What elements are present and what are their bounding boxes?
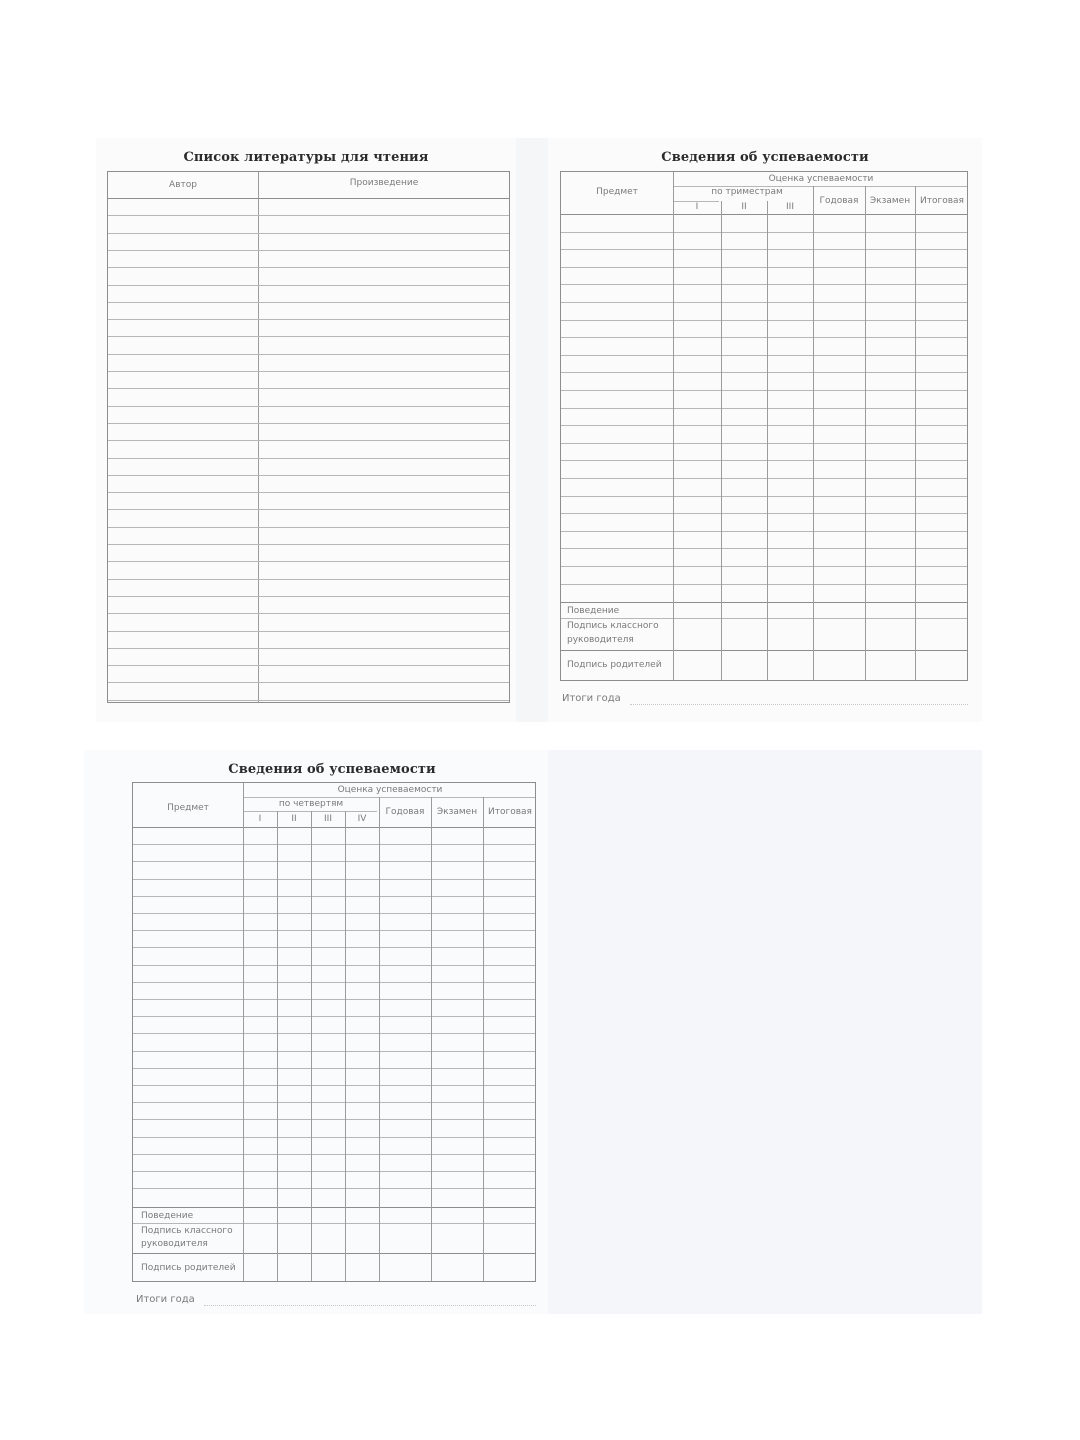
row-line (108, 561, 509, 562)
page-title: Сведения об успеваемости (661, 150, 869, 165)
row-line (561, 460, 967, 461)
row-line (108, 527, 509, 528)
column-header-period: по четвертям (278, 799, 344, 809)
reading-list-table (107, 171, 510, 703)
row-line (133, 947, 535, 948)
column-divider (311, 811, 312, 1281)
row-line (108, 509, 509, 510)
column-header-exam: Экзамен (436, 807, 478, 817)
column-divider (673, 172, 674, 680)
page-title: Список литературы для чтения (183, 150, 429, 165)
row-line (133, 1137, 535, 1138)
row-label-behavior: Поведение (141, 1211, 194, 1221)
row-line (133, 930, 535, 931)
row-line (561, 408, 967, 409)
performance-table (132, 782, 536, 1282)
year-results-line (204, 1305, 536, 1306)
row-line (561, 355, 967, 356)
column-header-grade: Оценка успеваемости (337, 785, 443, 795)
row-label-teacher-signature: Подпись классного (141, 1226, 233, 1236)
row-line (561, 443, 967, 444)
column-divider (813, 186, 814, 680)
row-line (108, 302, 509, 303)
row-line (133, 982, 535, 983)
row-line (108, 388, 509, 389)
row-line (133, 1016, 535, 1017)
page-reading-list (96, 138, 516, 722)
column-divider (277, 811, 278, 1281)
page-performance-trimesters (548, 138, 982, 722)
row-line (108, 579, 509, 580)
row-line (133, 913, 535, 914)
header-divider (243, 811, 377, 812)
row-line (561, 232, 967, 233)
row-line (561, 478, 967, 479)
column-divider (721, 201, 722, 680)
column-header-period-2: II (291, 814, 297, 824)
row-line (108, 285, 509, 286)
column-header-period-4: IV (357, 814, 367, 824)
column-header-exam: Экзамен (869, 196, 911, 206)
column-header-subject: Предмет (596, 187, 638, 197)
row-label-behavior: Поведение (567, 606, 620, 616)
row-line (561, 548, 967, 549)
header-divider (133, 827, 535, 828)
row-line (108, 354, 509, 355)
column-header-grade: Оценка успеваемости (768, 174, 874, 184)
row-line (561, 584, 967, 585)
column-header-period-1: I (258, 814, 262, 824)
row-line (108, 682, 509, 683)
row-line (108, 233, 509, 234)
column-divider (431, 797, 432, 1281)
row-line (561, 425, 967, 426)
row-line (561, 249, 967, 250)
year-results-line (630, 704, 968, 705)
header-divider (561, 214, 967, 215)
row-line (108, 475, 509, 476)
row-line (133, 1188, 535, 1189)
row-line (133, 1102, 535, 1103)
footer-divider (561, 650, 967, 651)
row-line (561, 566, 967, 567)
column-divider (483, 797, 484, 1281)
column-header-year: Годовая (819, 196, 859, 206)
header-divider (108, 198, 509, 199)
row-line (108, 267, 509, 268)
column-header-final: Итоговая (488, 807, 532, 817)
row-line (108, 613, 509, 614)
row-line (133, 999, 535, 1000)
column-header-period-1: I (695, 202, 699, 212)
row-line (133, 1051, 535, 1052)
row-label-parent-signature: Подпись родителей (141, 1263, 236, 1273)
footer-divider (561, 618, 967, 619)
page-title: Сведения об успеваемости (228, 762, 436, 777)
footer-divider (133, 1253, 535, 1254)
row-line (108, 665, 509, 666)
column-divider (345, 811, 346, 1281)
column-divider (865, 186, 866, 680)
year-results-label: Итоги года (136, 1294, 195, 1305)
footer-divider (133, 1207, 535, 1208)
row-line (133, 1085, 535, 1086)
row-line (108, 440, 509, 441)
row-line (108, 700, 509, 701)
row-line (561, 337, 967, 338)
row-line (561, 513, 967, 514)
column-header-author: Автор (169, 180, 197, 190)
column-divider (258, 172, 259, 702)
row-line (108, 596, 509, 597)
column-header-subject: Предмет (167, 803, 209, 813)
page-performance-quarters (84, 750, 548, 1314)
row-line (561, 372, 967, 373)
row-label-parent-signature: Подпись родителей (567, 660, 662, 670)
footer-divider (133, 1223, 535, 1224)
row-line (133, 861, 535, 862)
header-divider (243, 797, 535, 798)
row-line (108, 423, 509, 424)
row-line (133, 1171, 535, 1172)
row-line (133, 1033, 535, 1034)
row-line (561, 302, 967, 303)
row-line (108, 336, 509, 337)
row-line (108, 631, 509, 632)
row-line (133, 1119, 535, 1120)
row-line (561, 496, 967, 497)
column-header-period: по триместрам (711, 187, 783, 197)
row-line (133, 965, 535, 966)
column-header-final: Итоговая (920, 196, 964, 206)
row-line (561, 320, 967, 321)
row-label-teacher-signature: Подпись классного (567, 621, 659, 631)
row-line (133, 879, 535, 880)
row-line (108, 250, 509, 251)
row-line (108, 648, 509, 649)
row-line (133, 1154, 535, 1155)
column-header-year: Годовая (385, 807, 425, 817)
row-label-teacher-signature-2: руководителя (141, 1239, 208, 1249)
performance-table (560, 171, 968, 681)
column-header-work: Произведение (349, 178, 419, 188)
row-line (561, 267, 967, 268)
row-line (108, 544, 509, 545)
row-line (108, 319, 509, 320)
column-header-period-2: II (741, 202, 747, 212)
row-line (133, 1068, 535, 1069)
row-line (561, 284, 967, 285)
row-line (108, 406, 509, 407)
year-results-label: Итоги года (562, 693, 621, 704)
column-header-period-3: III (324, 814, 332, 824)
column-divider (767, 201, 768, 680)
row-line (133, 844, 535, 845)
row-label-teacher-signature-2: руководителя (567, 635, 634, 645)
row-line (561, 531, 967, 532)
row-line (108, 458, 509, 459)
footer-divider (561, 602, 967, 603)
column-divider (243, 783, 244, 1281)
row-line (108, 492, 509, 493)
row-line (108, 215, 509, 216)
column-divider (379, 797, 380, 1281)
column-header-period-3: III (786, 202, 794, 212)
column-divider (915, 186, 916, 680)
row-line (561, 390, 967, 391)
row-line (133, 896, 535, 897)
row-line (108, 371, 509, 372)
